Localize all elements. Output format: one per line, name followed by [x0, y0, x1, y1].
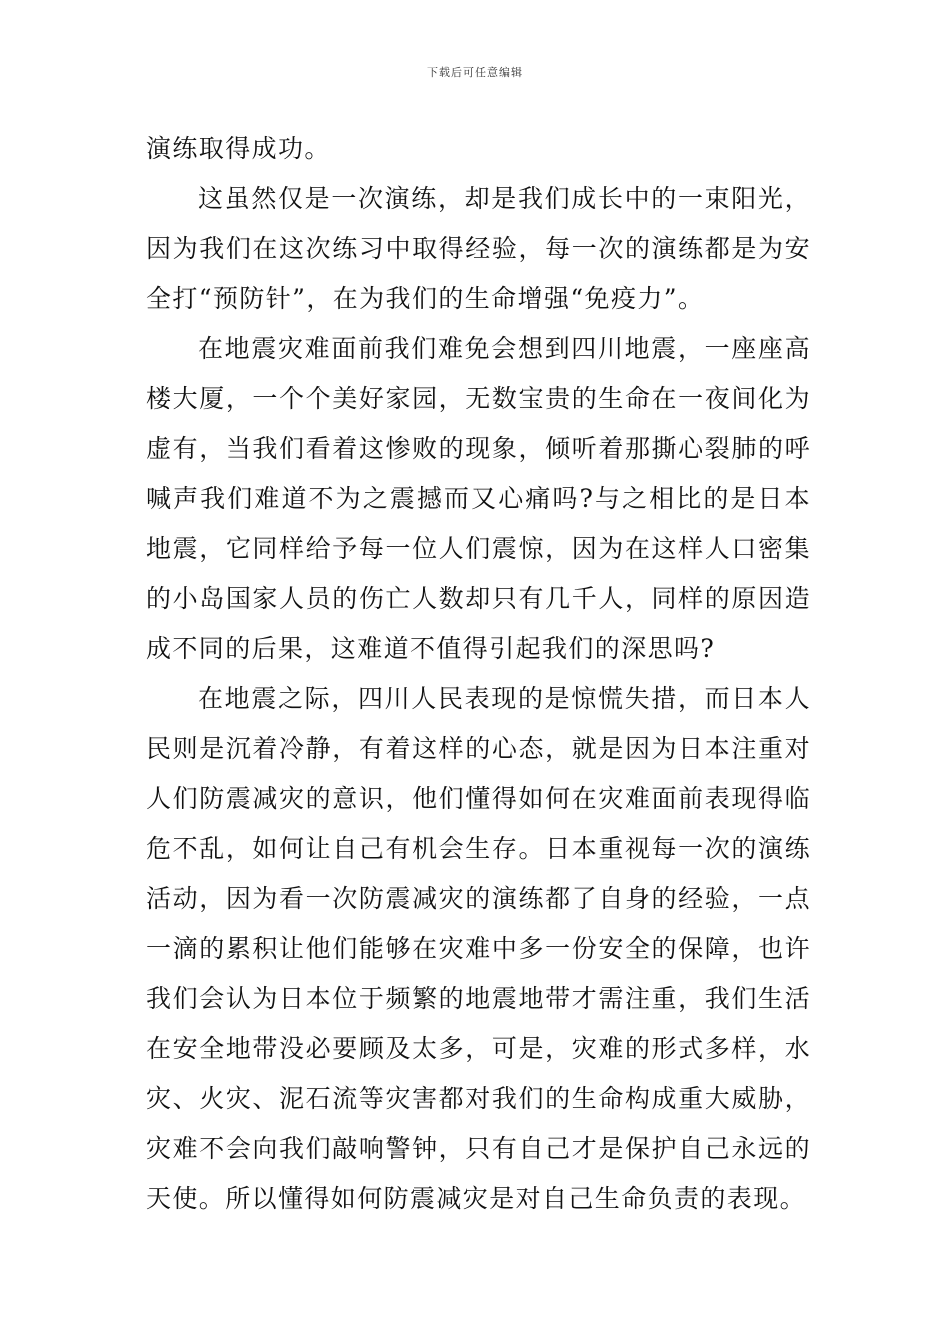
page-header-note: 下载后可任意编辑 — [427, 66, 523, 79]
paragraph: 在地震灾难面前我们难免会想到四川地震，一座座高楼大厦，一个个美好家园，无数宝贵的生命在一夜间化为虚有，当我们看着这惨败的现象，倾听着那撕心裂肺的呼喊声我们难道不为之震撼而又心痛吗?与之相比的是日本地震，它同样给予每一位人们震惊，因为在这样人口密集的小岛国家人员的伤亡人数却只有几千人，同样的原因造成不同的后果，这难道不值得引起我们的深思吗? — [146, 334, 811, 663]
document-body — [146, 124, 811, 1224]
paragraph: 这虽然仅是一次演练，却是我们成长中的一束阳光，因为我们在这次练习中取得经验，每一次的演练都是为安全打“预防针”，在为我们的生命增强“免疫力”。 — [146, 184, 811, 313]
paragraph: 在地震之际，四川人民表现的是惊慌失措，而日本人民则是沉着冷静，有着这样的心态，就是因为日本注重对人们防震减灾的意识，他们懂得如何在灾难面前表现得临危不乱，如何让自己有机会生存。日本重视每一次的演练活动，因为看一次防震减灾的演练都了自身的经验，一点一滴的累积让他们能够在灾难中多一份安全的保障，也许我们会认为日本位于频繁的地震地带才需注重，我们生活在安全地带没必要顾及太多，可是，灾难的形式多样，水灾、火灾、泥石流等灾害都对我们的生命构成重大威胁，灾难不会向我们敲响警钟，只有自己才是保护自己永远的天使。所以懂得如何防震减灾是对自己生命负责的表现。 — [146, 684, 811, 1213]
paragraph-continuation: 演练取得成功。 — [146, 134, 331, 163]
